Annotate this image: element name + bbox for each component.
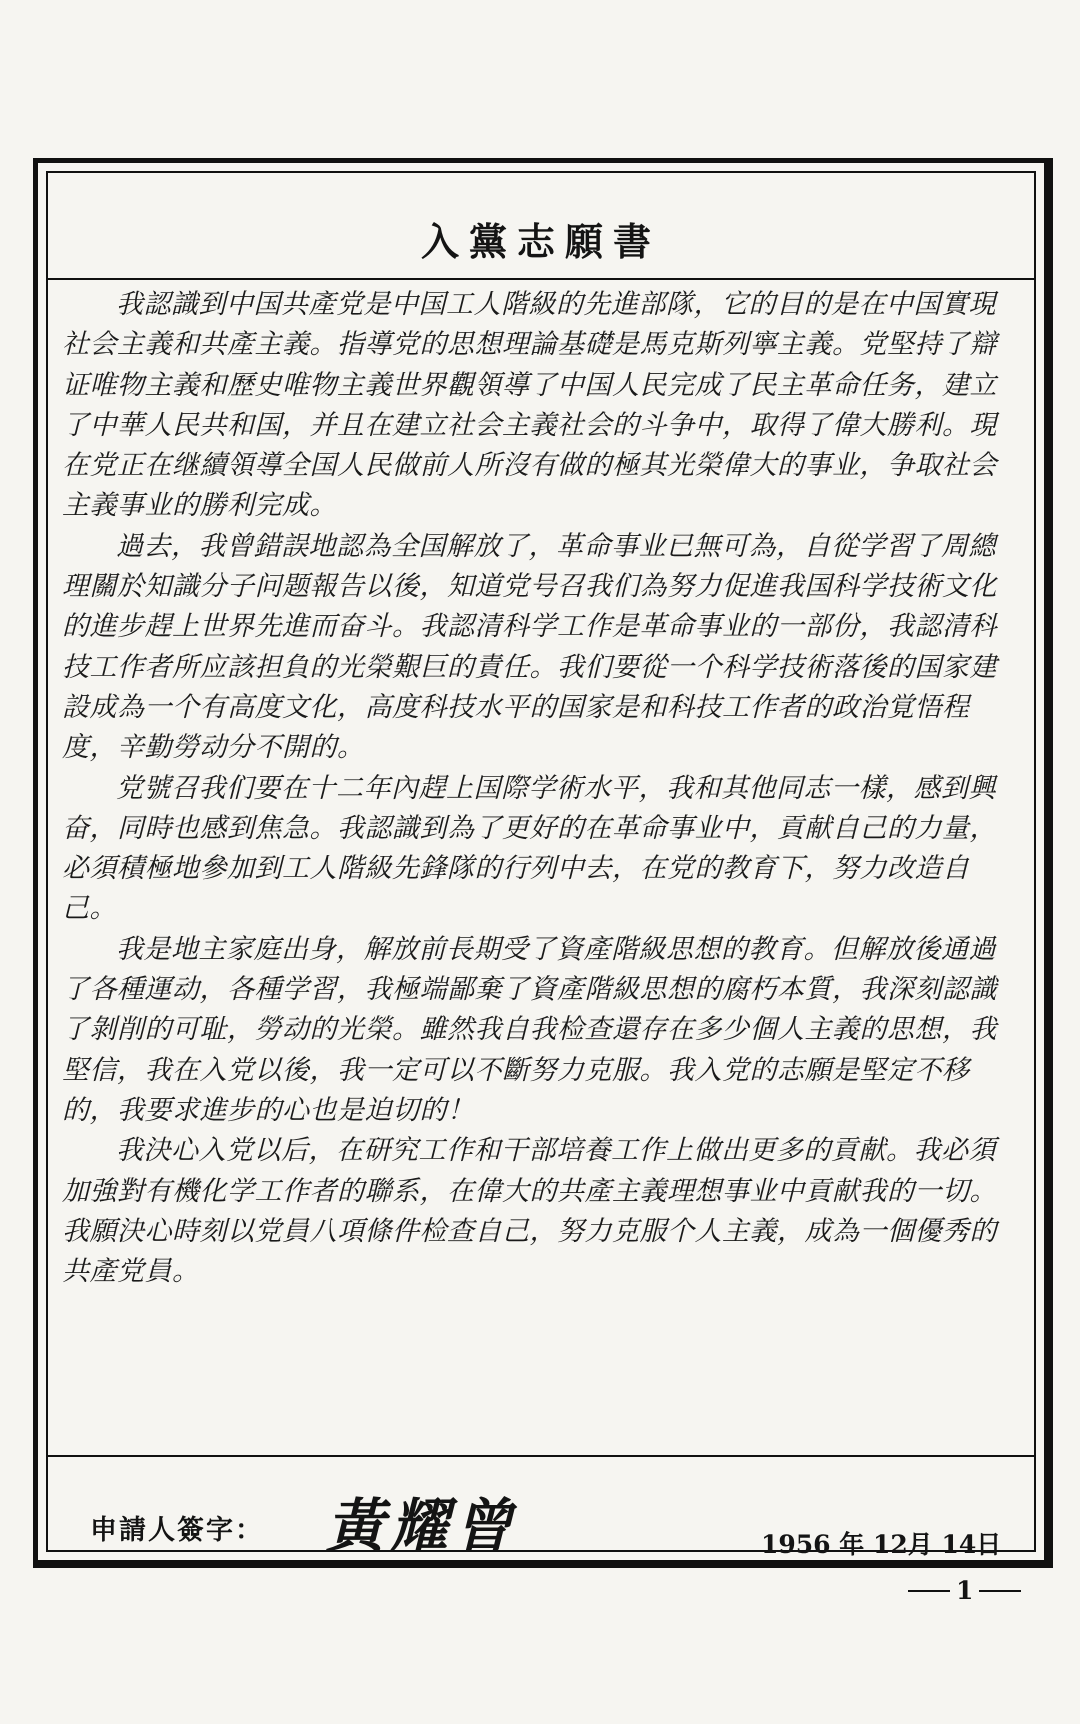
- paragraph-2: 過去，我曾錯誤地認為全国解放了，革命事业已無可為，自從学習了周總理關於知識分子问题報告以後，知道党号召我们為努力促進我国科学技術文化的進步趕上世界先進而奋斗。我認清科学工作是革命事业的一部份，我認清科技工作者所应該担負的光榮艱巨的責任。我们要從一个科学技術落後的国家建設成為一个有高度文化，高度科技水平的国家是和科技工作者的政治覚悟程度，辛勤勞动分不開的。: [62, 530, 997, 764]
- paragraph-3: 党號召我们要在十二年內趕上国際学術水平，我和其他同志一樣，感到興奋，同時也感到焦急。我認識到為了更好的在革命事业中，貢献自己的力量，必須積極地參加到工人階級先鋒隊的行列中去，在党的教育下，努力改造自己。: [62, 772, 997, 925]
- title-divider: [48, 278, 1034, 280]
- paragraph-4: 我是地主家庭出身，解放前長期受了資產階級思想的教育。但解放後通過了各種運动，各種学習，我極端鄙棄了資產階級思想的腐朽本質，我深刻認識了剝削的可耻，勞动的光榮。雖然我自我检查還存在多少個人主義的思想，我堅信，我在入党以後，我一定可以不斷努力克服。我入党的志願是堅定不移的，我要求進步的心也是迫切的！: [62, 933, 997, 1126]
- paragraph-5: 我決心入党以后，在研究工作和干部培養工作上做出更多的貢献。我必須加強對有機化学工作者的聯系，在偉大的共產主義理想事业中貢献我的一切。我願決心時刻以党員八項條件检查自己，努力克服个人主義，成為一個優秀的共產党員。: [62, 1135, 997, 1288]
- page-dash-right: [979, 1590, 1021, 1592]
- document-title: 入黨志願書: [420, 219, 661, 264]
- signature-label: 申請人簽字：: [90, 1515, 264, 1546]
- page-number-value: 1: [956, 1576, 974, 1605]
- applicant-signature: 黃耀曾: [326, 1492, 519, 1560]
- page-dash-left: [908, 1590, 950, 1592]
- application-date: 1956 年 12月 14日: [761, 1530, 1002, 1559]
- signature-divider: [48, 1455, 1034, 1457]
- form-border: [33, 158, 1053, 1568]
- form-inner-border: [46, 171, 1036, 1560]
- page-number: [902, 1576, 1027, 1605]
- application-body: [62, 285, 1022, 1292]
- paragraph-1: 我認識到中国共產党是中国工人階級的先進部隊，它的目的是在中国實現社会主義和共產主義。指導党的思想理論基礎是馬克斯列寧主義。党堅持了辯证唯物主義和歷史唯物主義世界觀領導了中国人民完成了民主革命任务，建立了中華人民共和国，并且在建立社会主義社会的斗争中，取得了偉大勝利。現在党正在继續領導全国人民做前人所沒有做的極其光榮偉大的事业，争取社会主義事业的勝利完成。: [62, 289, 997, 522]
